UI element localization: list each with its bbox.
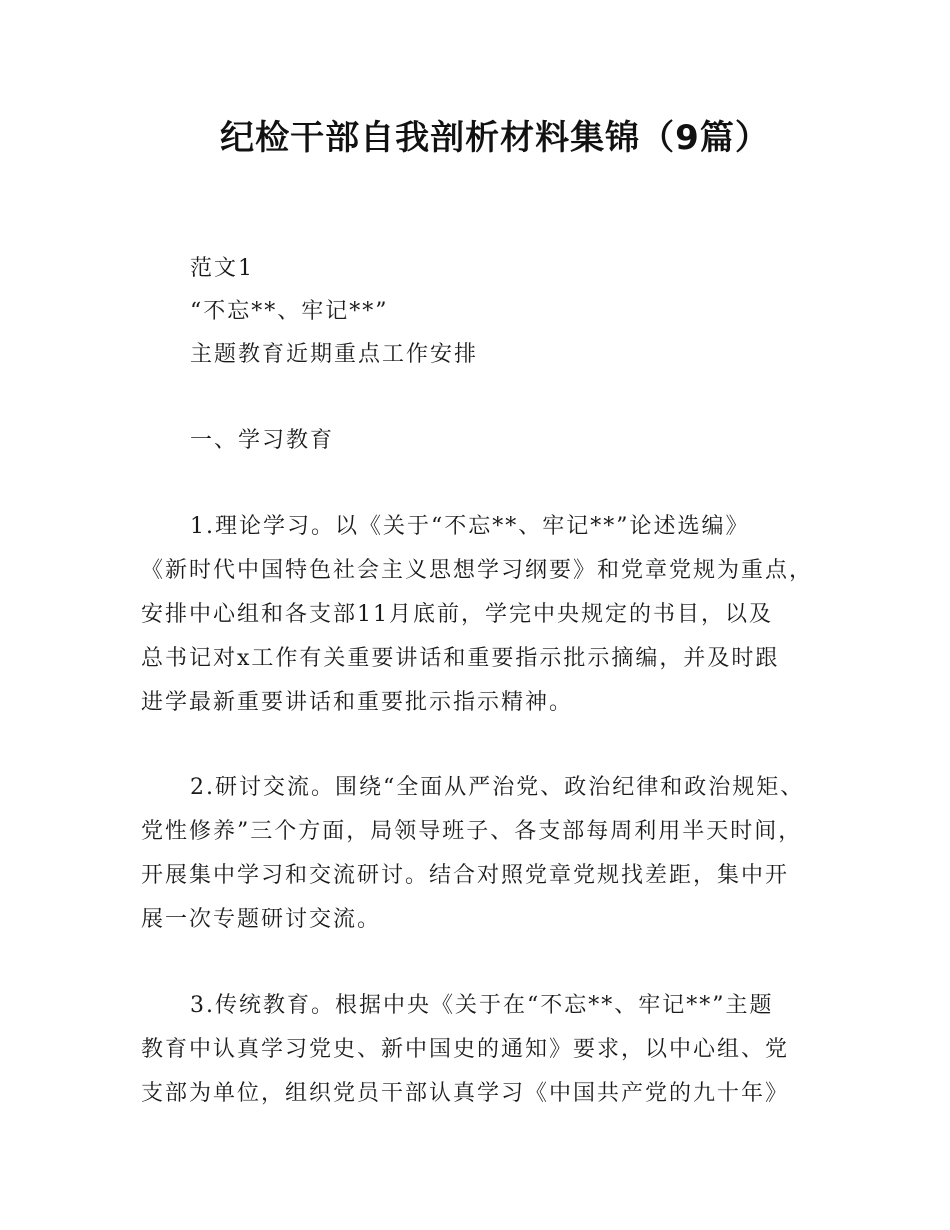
paragraph-line: 党性修养”三个方面，局领导班子、各支部每周利用半天时间， — [141, 819, 803, 844]
paragraph-line: 展一次专题研讨交流。 — [141, 907, 382, 932]
document-title: 纪检干部自我剖析材料集锦（9篇） — [220, 118, 770, 158]
paragraph-line: 总书记对x工作有关重要讲话和重要指示批示摘编，并及时跟 — [141, 646, 780, 671]
paragraph-line: 2.研讨交流。围绕“全面从严治党、政治纪律和政治规矩、 — [190, 775, 805, 800]
header-line-2: 主题教育近期重点工作安排 — [190, 342, 479, 367]
paragraph-line: 1.理论学习。以《关于“不忘**、牢记**”论述选编》 — [190, 514, 750, 539]
paragraph-line: 进学最新重要讲话和重要批示指示精神。 — [141, 690, 574, 715]
paragraph-line: 开展集中学习和交流研讨。结合对照党章党规找差距，集中开 — [141, 863, 790, 888]
paragraph-line: 支部为单位，组织党员干部认真学习《中国共产党的九十年》 — [141, 1081, 790, 1106]
paragraph-line: 《新时代中国特色社会主义思想学习纲要》和党章党规为重点， — [141, 558, 814, 583]
header-line-1: “不忘**、牢记**” — [190, 299, 389, 324]
sample-label: 范文1 — [190, 256, 254, 281]
section-heading: 一、学习教育 — [190, 428, 335, 453]
paragraph-line: 教育中认真学习党史、新中国史的通知》要求，以中心组、党 — [141, 1037, 790, 1062]
paragraph-line: 3.传统教育。根据中央《关于在“不忘**、牢记**”主题 — [190, 993, 774, 1018]
paragraph-line: 安排中心组和各支部11月底前，学完中央规定的书目，以及 — [141, 602, 773, 627]
